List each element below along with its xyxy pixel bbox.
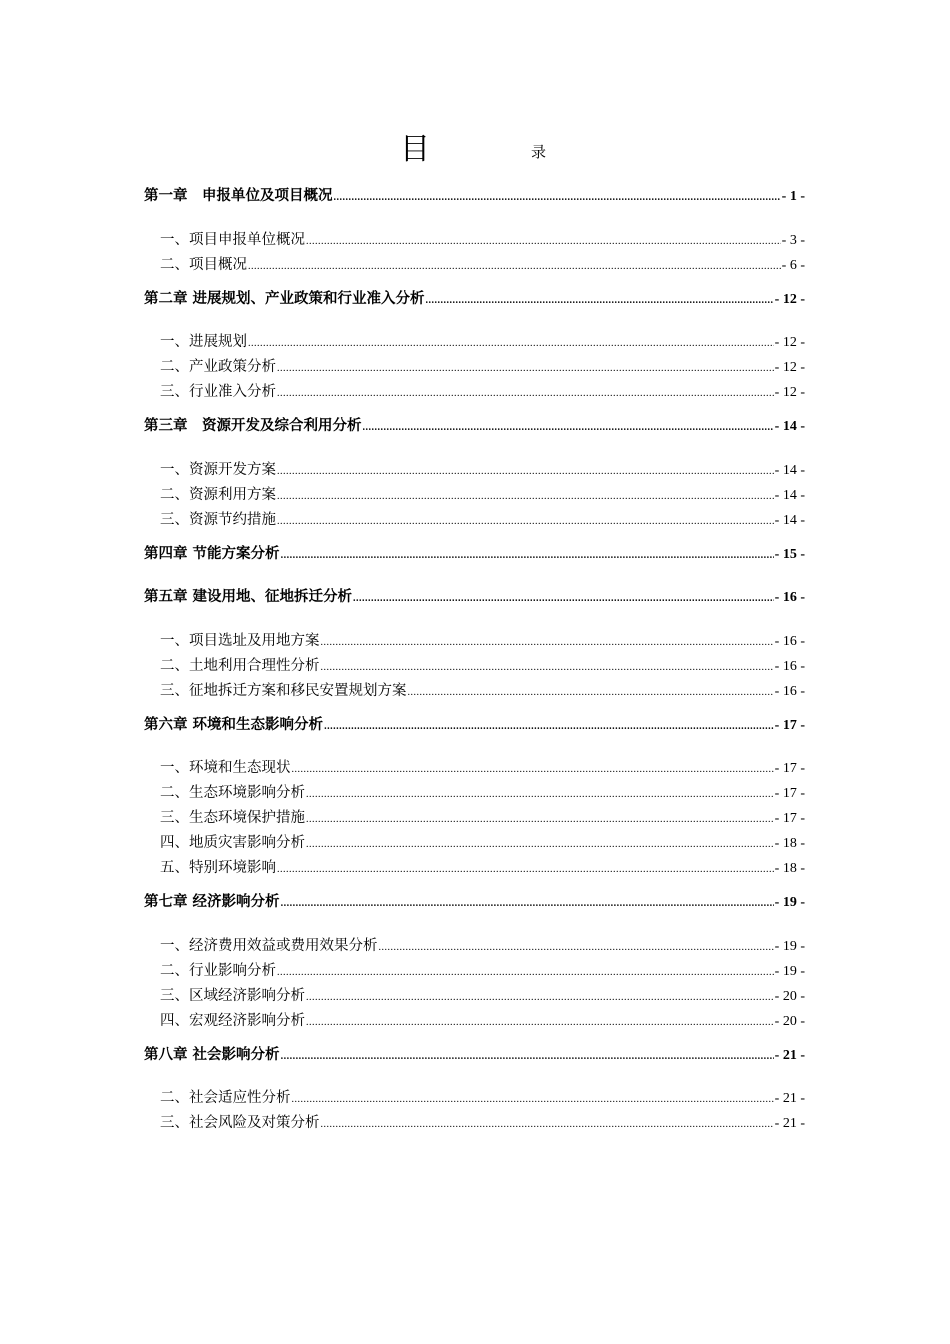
toc-entry-label: 四、宏观经济影响分析 bbox=[160, 1013, 305, 1029]
toc-page-number: - 12 - bbox=[774, 335, 805, 350]
toc-section-8-3[interactable] bbox=[160, 1113, 805, 1135]
toc-entry-label: 第四章 节能方案分析 bbox=[144, 546, 280, 562]
toc-entry-label: 五、特别环境影响 bbox=[160, 860, 276, 876]
toc-chapter-7[interactable] bbox=[144, 892, 805, 914]
toc-page-number: - 19 - bbox=[774, 964, 805, 979]
toc-entry-label: 一、资源开发方案 bbox=[160, 462, 276, 478]
toc-page-number: - 14 - bbox=[774, 463, 805, 478]
toc-section-3-2[interactable] bbox=[160, 485, 805, 507]
toc-dot-leader bbox=[321, 633, 774, 653]
toc-dot-leader bbox=[292, 1090, 774, 1110]
toc-chapter-4[interactable] bbox=[144, 544, 805, 566]
toc-page-number: - 16 - bbox=[774, 684, 805, 699]
toc-section-1-2[interactable] bbox=[160, 255, 805, 277]
toc-page-number: - 6 - bbox=[781, 258, 805, 273]
toc-entry-label: 二、生态环境影响分析 bbox=[160, 785, 305, 801]
toc-dot-leader bbox=[379, 938, 774, 958]
toc-dot-leader bbox=[281, 1047, 774, 1067]
toc-dot-leader bbox=[248, 257, 781, 277]
toc-title-secondary-char: 录 bbox=[531, 143, 547, 161]
toc-section-7-4[interactable] bbox=[160, 1011, 805, 1033]
toc-entry-label: 三、行业准入分析 bbox=[160, 384, 276, 400]
toc-page-number: - 21 - bbox=[774, 1116, 805, 1131]
toc-page-number: - 16 - bbox=[774, 659, 805, 674]
toc-entry-label: 第七章 经济影响分析 bbox=[144, 894, 280, 910]
toc-dot-leader bbox=[363, 418, 774, 438]
toc-dot-leader bbox=[277, 963, 774, 983]
toc-dot-leader bbox=[306, 232, 781, 252]
toc-page-number: - 14 - bbox=[774, 513, 805, 528]
toc-chapter-5[interactable] bbox=[144, 587, 805, 609]
toc-page-number: - 14 - bbox=[774, 488, 805, 503]
toc-page-number: - 16 - bbox=[774, 590, 805, 605]
toc-dot-leader bbox=[426, 291, 774, 311]
toc-page-number: - 12 - bbox=[774, 385, 805, 400]
toc-entry-label: 一、环境和生态现状 bbox=[160, 760, 291, 776]
toc-entry-label: 第六章 环境和生态影响分析 bbox=[144, 717, 324, 733]
toc-entry-label: 四、地质灾害影响分析 bbox=[160, 835, 305, 851]
toc-entry-label: 二、项目概况 bbox=[160, 257, 247, 273]
toc-entry-label: 二、产业政策分析 bbox=[160, 359, 276, 375]
toc-dot-leader bbox=[277, 384, 774, 404]
toc-dot-leader bbox=[353, 589, 774, 609]
toc-section-5-2[interactable] bbox=[160, 656, 805, 678]
toc-dot-leader bbox=[321, 658, 774, 678]
toc-page-number: - 3 - bbox=[781, 233, 805, 248]
toc-page-number: - 21 - bbox=[774, 1048, 805, 1063]
toc-page-number: - 18 - bbox=[774, 861, 805, 876]
toc-page-number: - 16 - bbox=[774, 634, 805, 649]
toc-dot-leader bbox=[321, 1115, 774, 1135]
toc-entry-label: 二、行业影响分析 bbox=[160, 963, 276, 979]
toc-page-number: - 17 - bbox=[774, 761, 805, 776]
toc-section-3-3[interactable] bbox=[160, 510, 805, 532]
toc-page-number: - 21 - bbox=[774, 1091, 805, 1106]
toc-page-number: - 17 - bbox=[774, 811, 805, 826]
toc-dot-leader bbox=[277, 359, 774, 379]
toc-section-5-3[interactable] bbox=[160, 681, 805, 703]
toc-page-number: - 15 - bbox=[774, 547, 805, 562]
toc-dot-leader bbox=[306, 785, 774, 805]
toc-entry-label: 第一章 申报单位及项目概况 bbox=[144, 188, 333, 204]
toc-chapter-2[interactable] bbox=[144, 289, 805, 311]
toc-page-number: - 20 - bbox=[774, 989, 805, 1004]
toc-dot-leader bbox=[281, 546, 774, 566]
toc-page-number: - 1 - bbox=[781, 189, 805, 204]
toc-section-7-3[interactable] bbox=[160, 986, 805, 1008]
toc-title-main-char: 目 bbox=[400, 132, 430, 167]
toc-section-2-2[interactable] bbox=[160, 357, 805, 379]
toc-section-3-1[interactable] bbox=[160, 460, 805, 482]
toc-section-7-2[interactable] bbox=[160, 961, 805, 983]
toc-dot-leader bbox=[292, 760, 774, 780]
toc-dot-leader bbox=[248, 334, 774, 354]
toc-dot-leader bbox=[408, 683, 774, 703]
toc-entry-label: 一、项目选址及用地方案 bbox=[160, 633, 320, 649]
toc-section-2-3[interactable] bbox=[160, 382, 805, 404]
toc-chapter-8[interactable] bbox=[144, 1045, 805, 1067]
toc-page-number: - 18 - bbox=[774, 836, 805, 851]
toc-section-6-3[interactable] bbox=[160, 808, 805, 830]
toc-dot-leader bbox=[306, 988, 774, 1008]
toc-entry-label: 第二章 进展规划、产业政策和行业准入分析 bbox=[144, 291, 425, 307]
toc-chapter-6[interactable] bbox=[144, 715, 805, 737]
toc-dot-leader bbox=[277, 462, 774, 482]
toc-section-6-1[interactable] bbox=[160, 758, 805, 780]
toc-page-number: - 17 - bbox=[774, 786, 805, 801]
toc-entry-label: 二、资源利用方案 bbox=[160, 487, 276, 503]
toc-dot-leader bbox=[306, 1013, 774, 1033]
toc-entry-label: 三、社会风险及对策分析 bbox=[160, 1115, 320, 1131]
toc-dot-leader bbox=[306, 810, 774, 830]
toc-section-2-1[interactable] bbox=[160, 332, 805, 354]
toc-dot-leader bbox=[334, 188, 781, 208]
toc-entry-label: 三、生态环境保护措施 bbox=[160, 810, 305, 826]
toc-section-6-5[interactable] bbox=[160, 858, 805, 880]
toc-entry-label: 二、土地利用合理性分析 bbox=[160, 658, 320, 674]
toc-entry-label: 一、项目申报单位概况 bbox=[160, 232, 305, 248]
toc-dot-leader bbox=[324, 717, 774, 737]
toc-entry-label: 第三章 资源开发及综合利用分析 bbox=[144, 418, 362, 434]
toc-entry-label: 二、社会适应性分析 bbox=[160, 1090, 291, 1106]
toc-page-number: - 12 - bbox=[774, 292, 805, 307]
toc-page-number: - 17 - bbox=[774, 718, 805, 733]
toc-entry-label: 三、资源节约措施 bbox=[160, 512, 276, 528]
toc-dot-leader bbox=[277, 860, 774, 880]
toc-dot-leader bbox=[277, 512, 774, 532]
toc-page-number: - 12 - bbox=[774, 360, 805, 375]
toc-page-number: - 14 - bbox=[774, 419, 805, 434]
toc-entry-label: 一、经济费用效益或费用效果分析 bbox=[160, 938, 378, 954]
toc-section-1-1[interactable] bbox=[160, 230, 805, 252]
toc-chapter-3[interactable] bbox=[144, 416, 805, 438]
toc-page-number: - 20 - bbox=[774, 1014, 805, 1029]
toc-entry-label: 一、进展规划 bbox=[160, 334, 247, 350]
toc-entry-label: 第八章 社会影响分析 bbox=[144, 1047, 280, 1063]
toc-dot-leader bbox=[281, 894, 774, 914]
toc-dot-leader bbox=[306, 835, 774, 855]
toc-section-8-2[interactable] bbox=[160, 1088, 805, 1110]
toc-dot-leader bbox=[277, 487, 774, 507]
toc-entry-label: 三、区域经济影响分析 bbox=[160, 988, 305, 1004]
toc-page-number: - 19 - bbox=[774, 939, 805, 954]
toc-section-7-1[interactable] bbox=[160, 936, 805, 958]
toc-page-number: - 19 - bbox=[774, 895, 805, 910]
toc-entry-label: 第五章 建设用地、征地拆迁分析 bbox=[144, 589, 353, 605]
toc-entry-label: 三、征地拆迁方案和移民安置规划方案 bbox=[160, 683, 407, 699]
toc-section-6-2[interactable] bbox=[160, 783, 805, 805]
toc-section-5-1[interactable] bbox=[160, 631, 805, 653]
toc-chapter-1[interactable] bbox=[144, 186, 805, 208]
toc-section-6-4[interactable] bbox=[160, 833, 805, 855]
